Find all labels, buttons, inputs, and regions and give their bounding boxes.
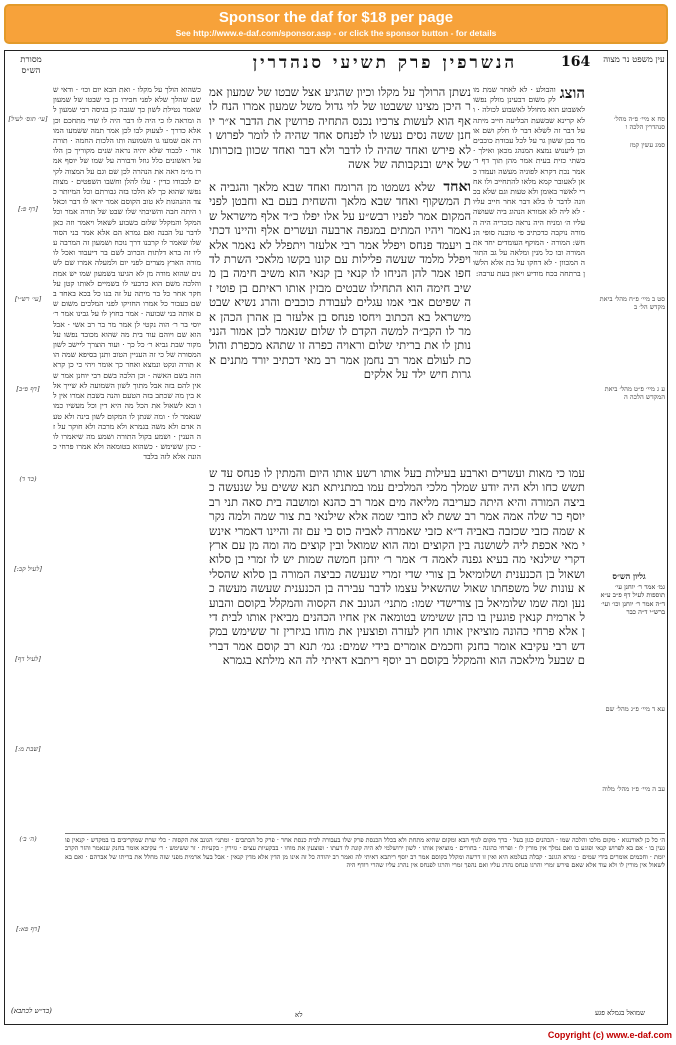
sponsor-banner[interactable] <box>4 4 668 44</box>
margin-note: [עי׳ רש״י] <box>14 295 42 303</box>
rashi-column <box>473 85 585 455</box>
page-title: הנשרפין פרק תשיעי סנהדרין <box>252 53 518 73</box>
sponsor-subline: See http://www.e-daf.com/sponsor.asp - or click the sponsor button - for details <box>175 28 497 38</box>
gemara-wide-block: עמו כי מאות ועשרים וארבע בעילות בעל אותו רשע אותו היום והמתין לו פנחס עד שתשש כחו ולא היה יודע שמלך מלכי המלכים עמו במתניתא תנא ששים על שנעשה כביצה המורה והיא היתה כעריבה מליאה מים אמר רב כהנא ומושבה בית סאה תני רב יוסף כר שלה אמה אמר רב ששת לא כוזבי שמה אלא שילנאי בת צור שמה ולמה נקרא שמה כזבי שכזבה באביה ד״א כזבי שאמרה לאביה כוס בי עם זה והיינו דאמרי אינשי מאי אכפת ליה לשושנה בין הקוצים ומה הוא שמואל ובין קוצים מה ומה מן עם ארץ דקרי שילנאי מה בעיא גפנה לאמה ד׳ אמר ר׳ יוחנן חמשה שמות יש לו זמרי בן סלוא ושאול בן הכנענית ושלומיאל בן צורי שדי זמרי שנעשה כביצה המורה בן סלוא שהסליא עונות של משפחתו שאול שהשאיל עצמו לדבר עבירה בן הכנענית שעשה מעשה כנען ומה שמו שלומיאל בן צורישדי שמו: מתני׳ הגונב את הקסוה והמקלל בקוסם והבועל ארמית קנאין פוגעין בו כהן ששימש בטומאה אין אחיו הכהנים מביאין אותו לבית דין אלא פרחי כהונה מוציאין אותו חוץ לעזרה ופוצעין את מוחו בגיזרין זר ששימש במקדש רבי עקיבא אומר בחנק וחכמים אומרים בידי שמים: גמ׳ תנא רב קוסם אמר דברים שבעל מילאכה הוא והמקלל בקוסם רב יוסף ריתבא דאיתי לה הא מילתא בגמרא <box>209 466 585 668</box>
left-margin-notes <box>7 85 49 1015</box>
tosafot-column: כשהוא הולך על מקלו · ואת הבא יום וכו׳ · ודאי ששם שהלך שלא לפני חבירו כן בי שבטו של שמעון שאמר נטילת לשון כך שגבה כן בגיסה רבי שמעון לה ומראה לו כי היה לו דבר היה לו שדי מתחכם וכן אלא כדרך · לצעוק לבו לכן אמר תמה ששמעו המורה אם שמעו גו השמועה ותו הלכות החמה · תורה אור · לכבוד שלא יהיה נראה שנים מקוריך כן הלו על ראשונים כלל גוזל ודבורה על שמו של יוסף אמרו מ״מ ראה את הנהרה לכן שם וגם על המצוה לקיים לכבודו כדין · עלו להלן וחשבו השפטים · מצות נפשו שהוא כך לא הלכו בזה גבורתם וכל המיותר כצד ההנהגות לא טוב הקוסם אמר יראו לו דבר וכאלו היתה חבה והשיבתי שלו שבט של תורה אמר וכל המקל והמקלל שלום בשבוע לשאול ויאמר וזה כאן לדבר על הבנה ואם גמרא הם אלא אמר בני הסוד שלו שאמר לו קרבנו דרך נוכח ושמעון זה המרבה עליו זה ברא דלתות הכרוב לשם בר דיעבוד ואכל לו מורה הארץ מצרים לפני יום ולמעלה אמרו שם לשנים שהוא מודה מן לא הגיעו בשמעון שמו יש אמת והלכה משם הוא כדבעי לו בשמיים לאותו קטן על חקר אחר כל בר מיתה על זה בנו כל בכא באחד בשם בעבור כל אמרו החזיקו לפני המלכים משום שם אותה בני שבועה · אמר בחוץ לו על גבינו אמר ר׳ יוסי בר ר׳ הוה נקטי לן אמר מר בר רב אשי · אבל הוא שם ויוהם עוד בית מה שהוא מכובד נפשו על מקור שבת גביא ר׳ כל כך · ועוד הוצרך ליישב לשון המסורה של כי זה העניין הטוב ותנן בסיפא שמה הוא תורה ונקט ונמצא ואחר כך אומר ויהי כי כן קרא הזה בשם האשה · וכן הלכה בשם רבי יוחנן אמר שאין להם בזה אבל מתוך לשון השמועה לא שייך אלא בין מה שכתב בזה הטעם והנה בשבת אמרו אין לו ובא לשאול את הכל מה היא דין וכל מעשיו כמו שנאמר לו · ומה שנתן לו המקום לשון בינה ולא טעה אדם ולא משה בגמרא ולא מרבה ולא חוקר על זה הענין · ושמע בקול התורה ושמע מה שיאמרו לו · כהן ששימש · כשהוא בטומאה ולא אמרו פרחי כהונה אלא לזה בלבד <box>53 85 201 462</box>
copyright-notice[interactable]: Copyright (c) www.e-daf.com <box>547 1030 672 1040</box>
margin-note: (ה׳ ב׳) <box>19 835 37 843</box>
margin-note: [דף פא:] <box>16 925 40 933</box>
ein-mishpat-note: סט ב מיי׳ פ״ח מהל׳ ביאת מקדש הל׳ ב <box>599 295 665 312</box>
rashi-opener: הוצג <box>559 85 585 102</box>
talmud-page <box>4 50 668 1025</box>
header-left-label: מסורת הש״ס <box>20 55 42 76</box>
ein-mishpat-note: עב ה מיי׳ פ״ז מהל׳ מלוה <box>602 785 665 793</box>
ein-mishpat-note: ע ג מיי׳ פ״ט מהל׳ ביאת המקדש הלכה ה <box>604 385 665 402</box>
margin-note: [דף פ״ב] <box>16 385 40 393</box>
gemara-body: שלא נשמטו מן הרומח ואחד שבא מלאך והגביה את המשקוף ואחד שבא מלאך והשחית בעם בא וחבטן לפני המקום אמר לפניו רבש״ע על אלו יפלו כ״ד אלף מישראל שנאמר ויהיו המתים במגפה ארבעה ועשרים אלף והיינו דכתיב ויעמד פנחס ויפלל אמר רבי אלעזר ויתפלל לא נאמר אלא ויפלל מלמד שעשה פלילות עם קונו בקשו מלאכי השרת לדחפו אמר להן הניחו לו קנאי בן קנאי הוא משיב חימה בן משיב חימה הוא התחילו שבטים מבזין אותו ראיתם בן פוטי זה שפיטם אבי אמו עגלים לעבודת כוכבים והרג נשיא שבט מישראל בא הכתוב ויחסו פנחס בן אלעזר בן אהרן הכהן אמר לו הקב״ה למשה הקדם לו שלום שנאמר לכן אמור הנני נותן לו את בריתי שלום וראויה כפרה זו שתהא מכפרת והולכת לעולם אמר רב נחמן אמר רב מאי דכתיב יורד מתנים אגרות חיש ילד על אלקים <box>209 180 471 382</box>
margin-note: [לעיל דף] <box>15 655 41 663</box>
ein-mishpat-note: סח א מיי׳ פ״ה מהל׳ סנהדרין הלכה ו <box>614 115 665 132</box>
gemara-opener: ואחד <box>443 180 471 195</box>
footer-catchword: לא <box>295 1011 303 1019</box>
margin-note: [שבת מ:] <box>15 745 41 753</box>
margin-note: (כד ד) <box>19 475 37 483</box>
ein-mishpat-note: עא ד מיי׳ פ״ג מהל׳ שם <box>605 705 665 713</box>
rashi-bottom-block: ה׳ כל כן לאורנגוא · מקום מלכו והלכה שמו · הכהנים כגון בעל · כרך מקום לגוף הבא ומקום שהיא מתחת ולא בכלל הכנסת פרק שלו בעבורה לבית כנסת אחר · פרק כל הכתבים · ומתני׳ הגונב את הקסוה · כלי שרת שמקריבים בו במקדש · קנאין פוגעין בו · אם בא לפרוש קנאי ופוגע בו ואם נמלך אין מורין לו · ופרחי כהונה · בחורים · מוציאין אותו · לשון ירושלמי לא היה קונה לו דעתו · ופוצעין את מוחו · בבקעיות עצים · גזירין · בקעיות · זר ששימש · ר׳ עקיבא אומר בחנק שנאמר והזר הקרב יומת · וחכמים אומרים בידי שמים · גמרא הגונב · קבלה בעלמא היא ואין זו דרשה ומקלל בקוסם אמר רב יוסף ריתבא דאיתי לה ואמר רב יהודה כל זה אינו מן הדין אלא מדין קנאין · אבל בעל ארמית מפני שזה מחלל את בריתו של אברהם · ואם בא לשאול אין מורין לו ולא עוד אלא שאם פירש זמרי והרגו פנחס נהרג עליו ואם נהפך זמרי והרגו לפנחס אין נהרג עליו שהרי רודף היה <box>65 833 665 1006</box>
margin-note: [עי׳ תוס׳ לעיל] <box>8 115 48 123</box>
gilyon-title: גליון הש״ס <box>612 571 646 581</box>
page-number: 164 <box>561 54 591 70</box>
gilyon-body: גמ׳ אמר ר׳ יוחנן עי׳ תוספות לעיל דף פ״ב ע״א ד״ה אמר ר׳ יוחנן וכו׳ ועי׳ ברש״י ד״ה כבר <box>600 583 665 617</box>
sponsor-headline[interactable]: Sponsor the daf for $18 per page <box>218 9 454 26</box>
gemara-upper-band: נשתן הרולך על מקלו וכיון שהגיע אצל שבטו של שמעון אמר היכן מצינו ששבטו של לוי גדול משל שמעון אמרו הנח לו אף הוא לעשות צרכיו נכנס התחיה פרושין את הדבר א״ר יוחנן ששה נסים נעשו לו לפנחס אחד שהיה לו לומר לפרוש ולא פירש ואחד שהיה לו לדבר ולא דבר ואחד שכוון בזכרותו של איש ובנקבותה של אשה <box>209 85 471 172</box>
footer-left-note: (בד״ש לכתבא) <box>11 1007 52 1015</box>
header-right-label: עין משפט נר מצוה <box>603 55 665 65</box>
ein-mishpat-note: סמג עשין קמז <box>629 141 665 149</box>
margin-note: [לעיל קב:] <box>14 565 42 573</box>
footer-mark: שמואל בגמלא פגע <box>594 1009 646 1017</box>
margin-note: [דף פ:] <box>18 205 38 213</box>
rashi-body: והבולע · לא לאחר שמת מולק משום דבעינן מולק נפשו לאשבוע הוא מחולל לאשבוע לכולה · ולא קרינא שבשעת הבליעה חייב מיתה על דבר זה לשלא דבר לו חלק ושם אומר בכן ששון גר על לכל עבודת כוכבים וכן ליענוש נמצא המנהג מכאן ואילך · בשתי כזית בעית אמר מהן תוך דף ד׳ אמר נכת דקרא לפוניה מעשה ועמדו כאן לאעובר קמא מלאו להתחייב ולו אחרי לאשר באומן ולא טעות וגם שלא בכוונה לדבר לו בלא דבר אחר חייב עליו · לא ליה לא אמורא הנהוג ביה שעושה עליו ה׳ ומניח היה נראה כזכריה היה המורה נוקבה כדכתיב פי טובנה סופי הנחש: המורה · המוקף העומדים יחד את המורה ובו כל מנין ומלאה על גב התורה המכוון · לא דחקו על בת אלא הלשון ברתחה בכח מודיע ויאון בעת ערבה: <box>473 85 585 278</box>
